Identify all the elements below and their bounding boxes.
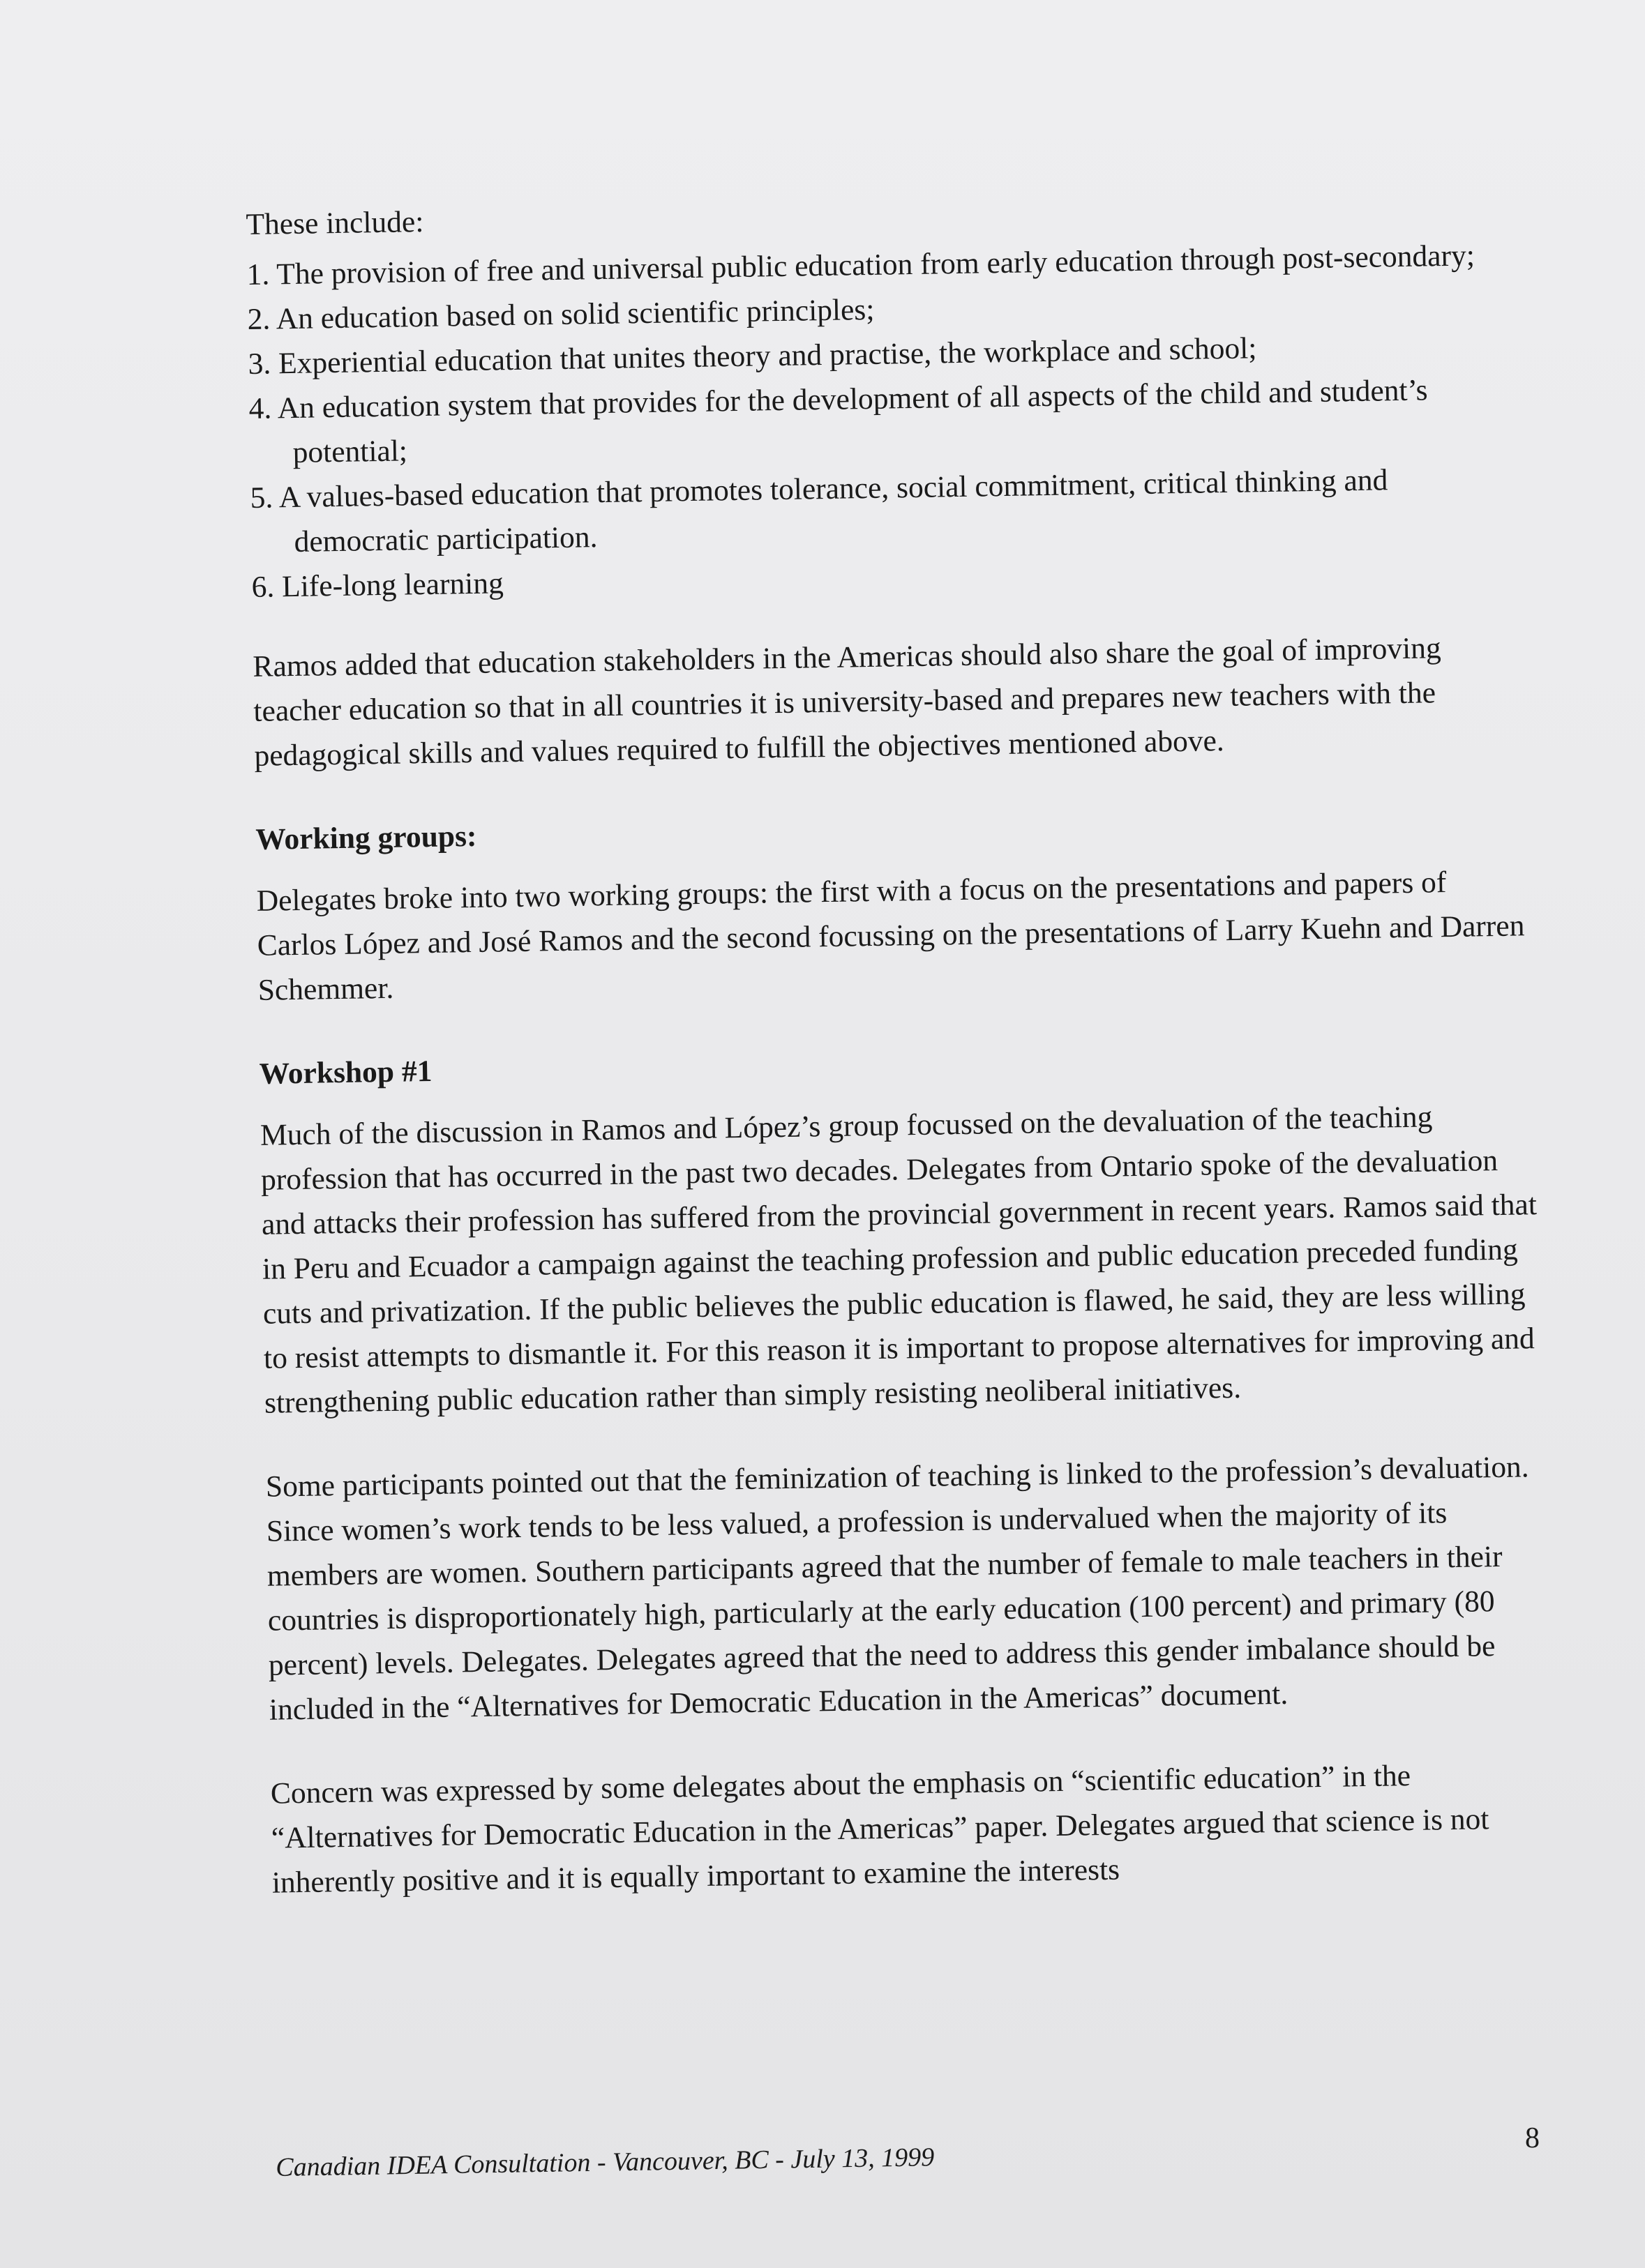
list-item: 1. The provision of free and universal public education from early education through post-secondary; (246, 239, 1475, 292)
workshop-paragraph-science: Concern was expressed by some delegates about the emphasis on “scientific education” in the “Alternatives for Democratic Education in the Americas” paper. Delegates argued that science is not inherently positive and it is equally important to examine the interests (270, 1759, 1489, 1900)
list-item: 3. Experiential education that unites theory and practise, the workplace and school; (248, 331, 1257, 381)
page-number: 8 (1525, 2122, 1540, 2154)
list-item: 6. Life-long learning (251, 566, 504, 604)
list-item: 2. An education based on solid scientific principles; (247, 292, 875, 336)
ramos-paragraph: Ramos added that education stakeholders in the Americas should also share the goal of improving teacher education so that in all countries it is university-based and prepares new teachers with the pedagogical skills and values required to fulfill the objectives mentioned above. (253, 631, 1441, 773)
workshop-paragraph-devaluation: Much of the discussion in Ramos and López’s group focussed on the devaluation of the teaching profession that has occurred in the past two decades. Delegates from Ontario spoke of the devaluation and attacks their profession has suffered from the provincial government in recent years. Ramos said that in Peru and Ecuador a campaign against the teaching profession and public education preceded funding cuts and privatization. If the public believes the public education is flawed, he said, they are less willing to resist attempts to dismantle it. For this reason it is important to propose alternatives for improving and strengthening public education rather than simply resisting neoliberal initiatives. (260, 1100, 1538, 1420)
page-body (246, 182, 1549, 1944)
workshop-paragraph-feminization: Some participants pointed out that the feminization of teaching is linked to the profession’s devaluation. Since women’s work tends to be less valued, a profession is undervalued when the majority of its members are women. Southern participants agreed that the number of female to male teachers in their countries is disproportionately high, particularly at the early education (100 percent) and primary (80 percent) levels. Delegates. Delegates agreed that the need to address this gender imbalance should be included in the “Alternatives for Democratic Education in the Americas” document. (265, 1450, 1529, 1727)
intro-line: These include: (246, 204, 424, 241)
working-groups-heading: Working groups: (255, 819, 477, 856)
principles-list (246, 232, 1528, 610)
page-footer: Canadian IDEA Consultation - Vancouver, BC - July 13, 1999 (276, 2142, 935, 2182)
list-item: 5. A values-based education that promotes tolerance, social commitment, critical thinking and democratic participation. (250, 463, 1388, 559)
working-groups-paragraph: Delegates broke into two working groups: the first with a focus on the presentations and papers of Carlos López and José Ramos and the second focussing on the presentations of Larry Kuehn and Darren Schemmer. (256, 865, 1525, 1007)
workshop-heading: Workshop #1 (259, 1054, 433, 1091)
list-item: 4. An education system that provides for the development of all aspects of the child and student’s potential; (248, 373, 1428, 469)
